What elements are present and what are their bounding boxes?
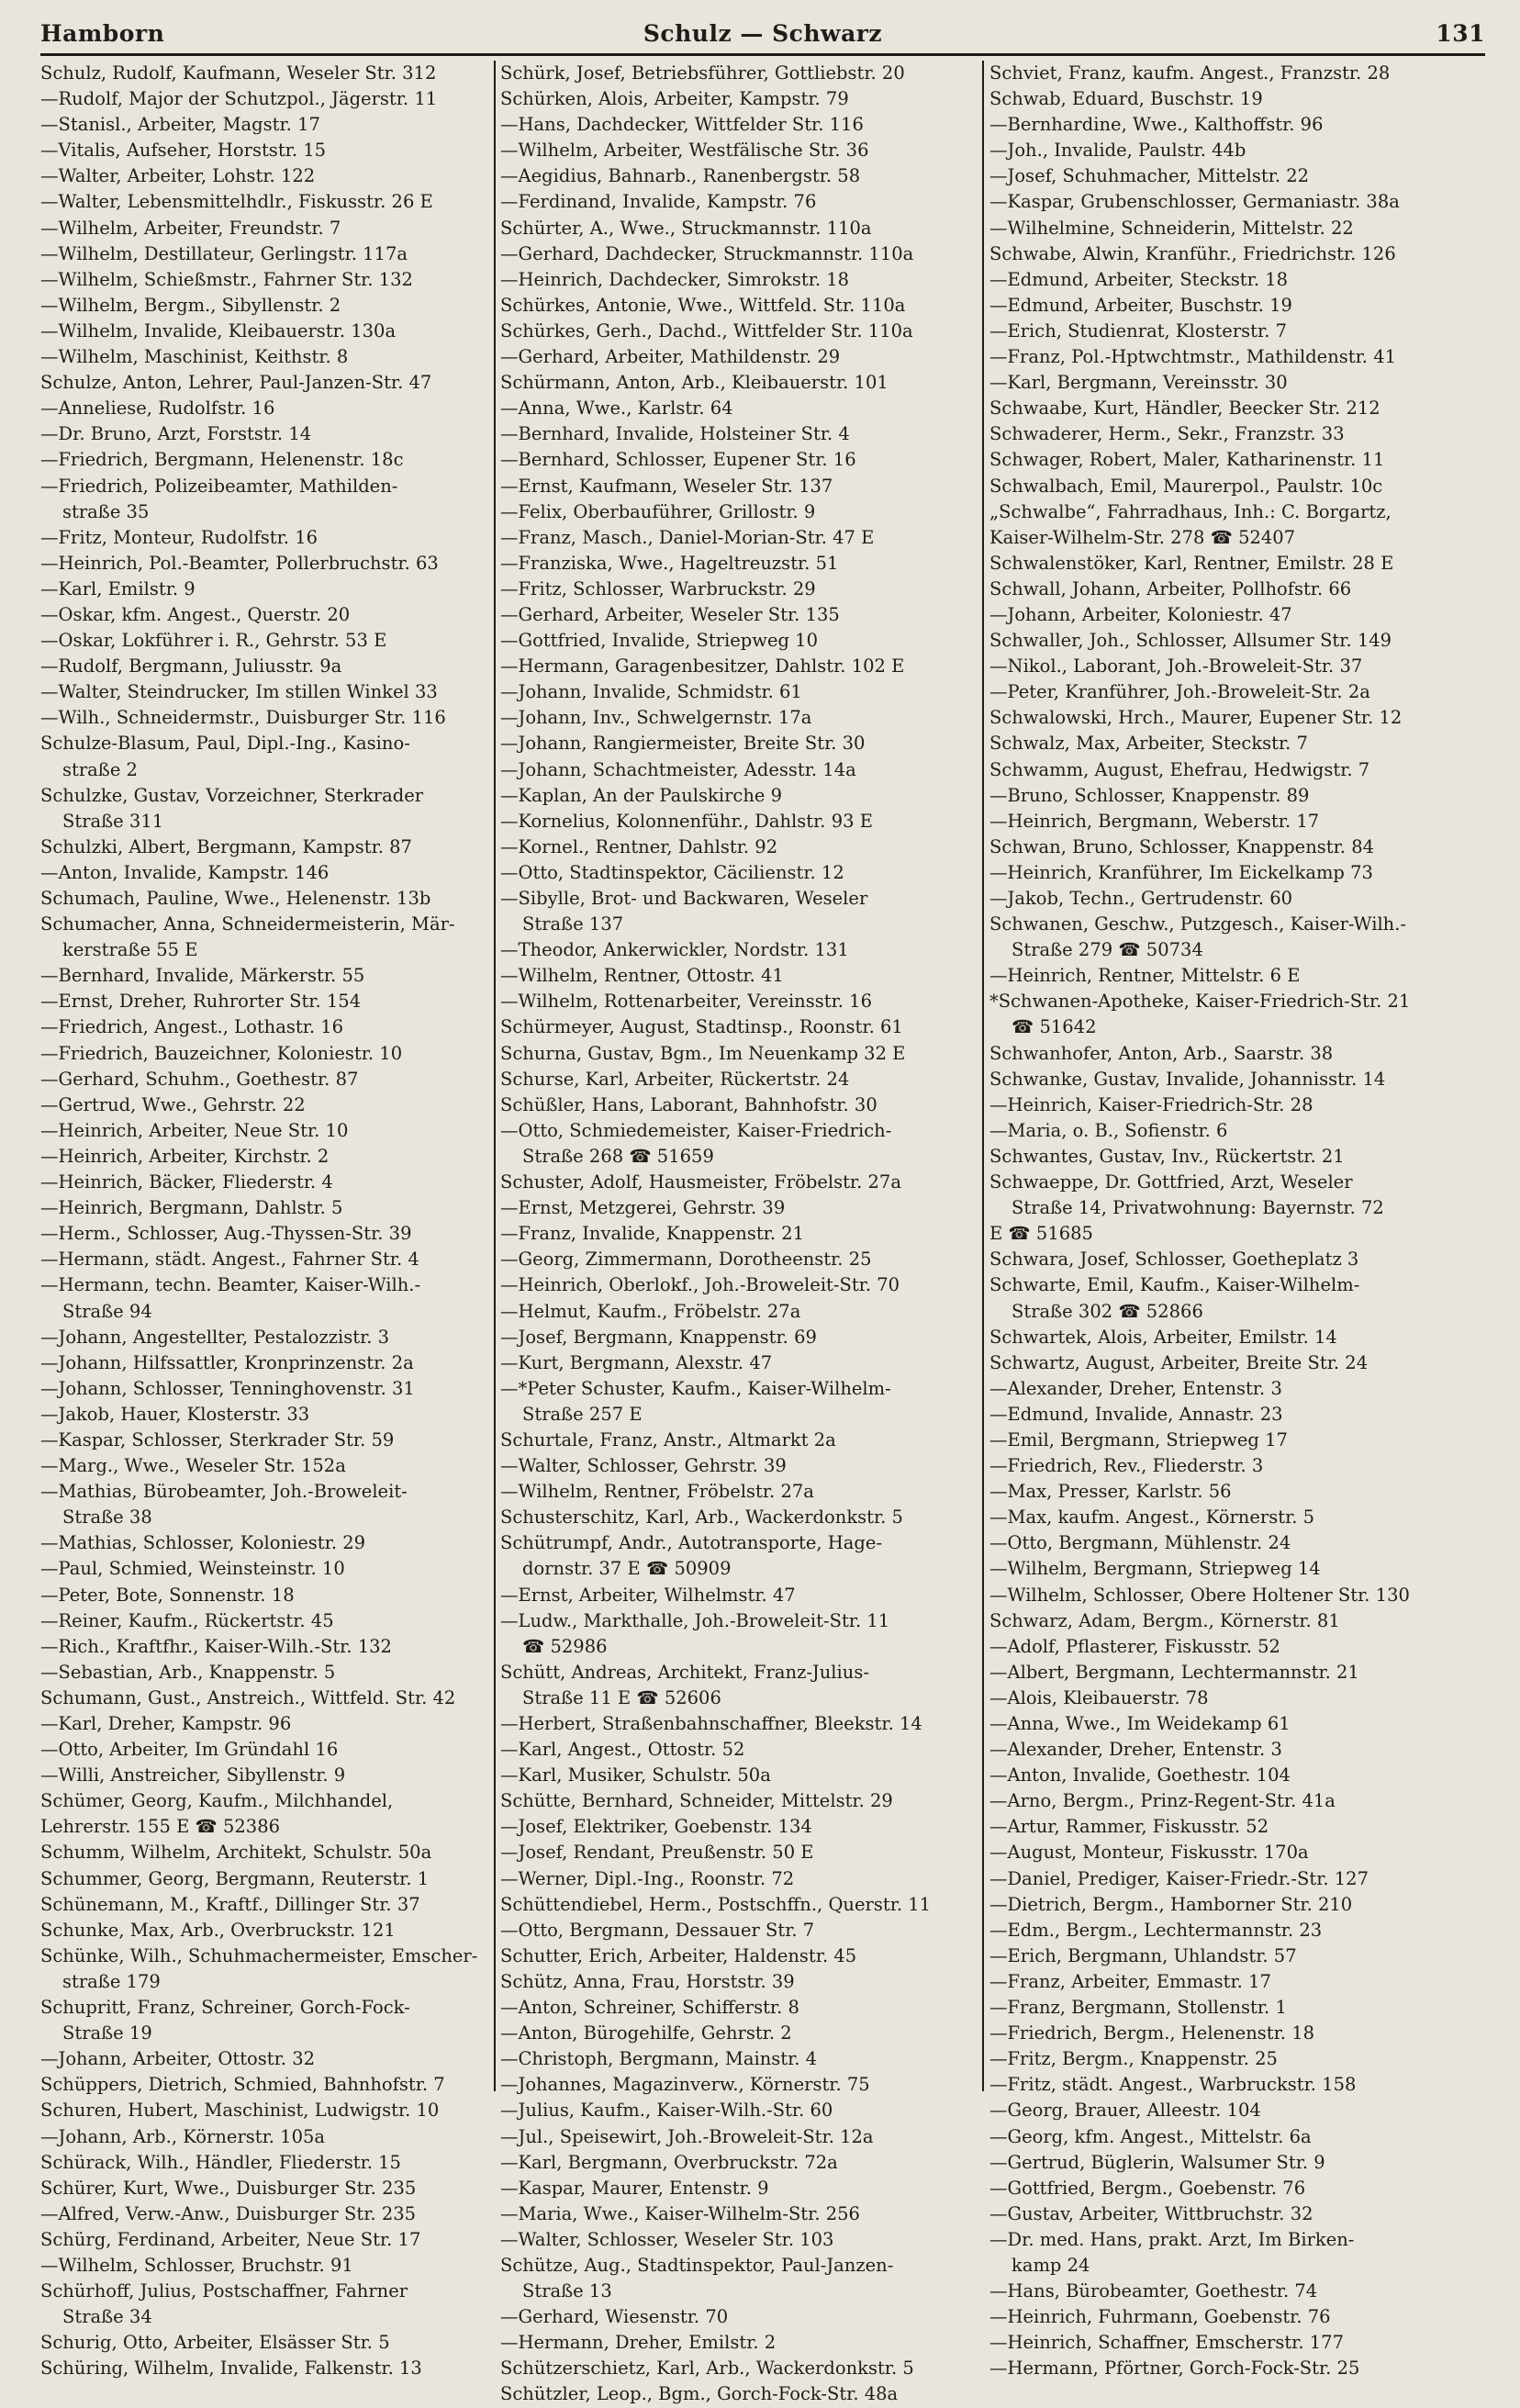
directory-entry-line: Schwalz, Max, Arbeiter, Steckstr. 7: [989, 733, 1308, 755]
directory-entry-line: —Heinrich, Fuhrmann, Goebenstr. 76: [989, 2306, 1331, 2328]
directory-entry-line: —Kornel., Rentner, Dahlstr. 92: [500, 835, 778, 857]
directory-entry-line: Straße 257 E: [522, 1403, 643, 1425]
directory-entry-line: —Hermann, Dreher, Emilstr. 2: [500, 2332, 777, 2354]
directory-entry-line: —Gerhard, Arbeiter, Weseler Str. 135: [500, 603, 840, 625]
directory-entry-line: —Alois, Kleibauerstr. 78: [989, 1686, 1209, 1708]
directory-entry-line: —Hermann, Pförtner, Gorch-Fock-Str. 25: [989, 2358, 1360, 2380]
directory-entry-line: Schwalbach, Emil, Maurerpol., Paulstr. 10c: [989, 475, 1383, 497]
directory-entry-line: —Otto, Arbeiter, Im Gründahl 16: [40, 1739, 339, 1761]
directory-entry-line: —Heinrich, Rentner, Mittelstr. 6 E: [989, 965, 1301, 987]
directory-entry-line: —Wilhelm, Arbeiter, Freundstr. 7: [40, 217, 341, 239]
directory-entry-line: Schürg, Ferdinand, Arbeiter, Neue Str. 17: [40, 2228, 421, 2250]
directory-entry-line: —Stanisl., Arbeiter, Magstr. 17: [40, 114, 320, 136]
directory-entry-line: —Johann, Schlosser, Tenninghovenstr. 31: [40, 1377, 415, 1399]
directory-entry-line: —Heinrich, Bergmann, Weberstr. 17: [989, 810, 1320, 832]
directory-entry-line: —Georg, Zimmermann, Dorotheenstr. 25: [500, 1249, 872, 1271]
directory-entry-line: Schürken, Alois, Arbeiter, Kampstr. 79: [500, 88, 849, 110]
running-head-range: Schulz — Schwarz: [643, 20, 883, 47]
directory-entry-line: —Karl, Dreher, Kampstr. 96: [40, 1713, 292, 1734]
directory-entry-line: —Johannes, Magazinverw., Körnerstr. 75: [500, 2074, 870, 2096]
directory-entry-line: —Wilhelm, Arbeiter, Westfälische Str. 36: [500, 140, 869, 162]
directory-entry-line: Schulze-Blasum, Paul, Dipl.-Ing., Kasino-: [40, 733, 410, 755]
directory-entry-line: —Georg, Brauer, Alleestr. 104: [989, 2100, 1261, 2122]
directory-entry-line: —Willi, Anstreicher, Sibyllenstr. 9: [40, 1764, 346, 1786]
directory-entry-line: —Bernhardine, Wwe., Kalthoffstr. 96: [989, 114, 1324, 136]
directory-entry-line: —Herbert, Straßenbahnschaffner, Bleekstr. 14: [500, 1713, 922, 1734]
directory-entry-line: Schulz, Rudolf, Kaufmann, Weseler Str. 312: [40, 62, 437, 84]
directory-entry-line: —Jul., Speisewirt, Joh.-Broweleit-Str. 12a: [500, 2125, 874, 2147]
directory-entry-line: —Gerhard, Arbeiter, Mathildenstr. 29: [500, 346, 841, 368]
directory-entry-line: —Hans, Bürobeamter, Goethestr. 74: [989, 2280, 1318, 2302]
column-separator: [982, 61, 984, 2091]
directory-entry-line: —Otto, Bergmann, Dessauer Str. 7: [500, 1919, 815, 1941]
directory-entry-line: straße 2: [62, 758, 138, 780]
directory-entry-line: —Heinrich, Oberlokf., Joh.-Broweleit-Str. 70: [500, 1274, 900, 1296]
directory-entry-line: —August, Monteur, Fiskusstr. 170a: [989, 1842, 1309, 1864]
directory-entry-line: —Karl, Angest., Ottostr. 52: [500, 1739, 745, 1761]
directory-entry-line: —Werner, Dipl.-Ing., Roonstr. 72: [500, 1867, 795, 1889]
directory-entry-line: *Schwanen-Apotheke, Kaiser-Friedrich-Str. 21: [989, 991, 1411, 1013]
directory-entry-line: Schusterschitz, Karl, Arb., Wackerdonkstr. 5: [500, 1506, 903, 1529]
directory-entry-line: Schütze, Aug., Stadtinspektor, Paul-Janzen-: [500, 2254, 894, 2276]
directory-entry-line: —Mathias, Bürobeamter, Joh.-Broweleit-: [40, 1481, 408, 1503]
directory-entry-line: Schütt, Andreas, Architekt, Franz-Julius-: [500, 1661, 869, 1683]
directory-entry-line: Schwab, Eduard, Buschstr. 19: [989, 88, 1263, 110]
directory-entry-line: —Maria, o. B., Sofienstr. 6: [989, 1119, 1228, 1141]
directory-entry-line: —Heinrich, Bergmann, Dahlstr. 5: [40, 1197, 343, 1219]
directory-entry-line: Schurse, Karl, Arbeiter, Rückertstr. 24: [500, 1068, 850, 1090]
directory-entry-line: Straße 137: [522, 913, 624, 935]
directory-entry-line: —Nikol., Laborant, Joh.-Broweleit-Str. 37: [989, 655, 1363, 678]
directory-entry-line: Schuster, Adolf, Hausmeister, Fröbelstr. 27a: [500, 1171, 901, 1193]
directory-entry-line: kamp 24: [1011, 2254, 1090, 2276]
directory-entry-line: —Johann, Arbeiter, Koloniestr. 47: [989, 603, 1292, 625]
directory-entry-line: —Hans, Dachdecker, Wittfelder Str. 116: [500, 114, 864, 136]
directory-entry-line: —Edmund, Arbeiter, Steckstr. 18: [989, 268, 1289, 290]
directory-entry-line: —Bruno, Schlosser, Knappenstr. 89: [989, 784, 1310, 806]
directory-entry-line: —Heinrich, Bäcker, Fliederstr. 4: [40, 1171, 333, 1193]
directory-entry-line: —Wilhelmine, Schneiderin, Mittelstr. 22: [989, 217, 1354, 239]
directory-entry-line: —Heinrich, Pol.-Beamter, Pollerbruchstr. 63: [40, 552, 439, 574]
directory-entry-line: —Anneliese, Rudolfstr. 16: [40, 398, 275, 420]
directory-entry-line: —Gustav, Arbeiter, Wittbruchstr. 32: [989, 2202, 1313, 2224]
page-number: 131: [1436, 20, 1485, 47]
directory-entry-line: —Josef, Bergmann, Knappenstr. 69: [500, 1326, 817, 1348]
directory-entry-line: —Heinrich, Arbeiter, Kirchstr. 2: [40, 1145, 330, 1167]
directory-entry-line: —Gottfried, Bergm., Goebenstr. 76: [989, 2177, 1306, 2199]
directory-entry-line: —Rich., Kraftfhr., Kaiser-Wilh.-Str. 132: [40, 1635, 392, 1657]
directory-entry-line: —Max, kaufm. Angest., Körnerstr. 5: [989, 1506, 1315, 1529]
directory-entry-line: Schwan, Bruno, Schlosser, Knappenstr. 84: [989, 835, 1375, 857]
directory-entry-line: Schwantes, Gustav, Inv., Rückertstr. 21: [989, 1145, 1345, 1167]
directory-entry-line: Schürk, Josef, Betriebsführer, Gottliebstr. 20: [500, 62, 905, 84]
directory-entry-line: —Walter, Lebensmittelhdlr., Fiskusstr. 26 E: [40, 191, 433, 213]
directory-entry-line: —Dr. Bruno, Arzt, Forststr. 14: [40, 423, 312, 445]
directory-entry-line: —Alexander, Dreher, Entenstr. 3: [989, 1739, 1282, 1761]
directory-entry-line: —Wilhelm, Schießmstr., Fahrner Str. 132: [40, 268, 413, 290]
directory-entry-line: —Wilhelm, Bergm., Sibyllenstr. 2: [40, 294, 341, 316]
directory-entry-line: —Rudolf, Bergmann, Juliusstr. 9a: [40, 655, 342, 678]
column-2: [500, 61, 976, 2405]
directory-entry-line: —Johann, Angestellter, Pestalozzistr. 3: [40, 1326, 390, 1348]
directory-entry-line: —Wilhelm, Maschinist, Keithstr. 8: [40, 346, 349, 368]
directory-entry-line: —Walter, Steindrucker, Im stillen Winkel 33: [40, 681, 438, 703]
directory-entry-line: —Oskar, Lokführer i. R., Gehrstr. 53 E: [40, 630, 387, 652]
directory-entry-line: —Franziska, Wwe., Hageltreuzstr. 51: [500, 552, 839, 574]
directory-entry-line: —Georg, kfm. Angest., Mittelstr. 6a: [989, 2125, 1312, 2147]
directory-entry-line: Schürkes, Antonie, Wwe., Wittfeld. Str. 110a: [500, 294, 906, 316]
directory-entry-line: —Friedrich, Bauzeichner, Koloniestr. 10: [40, 1042, 403, 1064]
directory-entry-line: —Wilhelm, Invalide, Kleibauerstr. 130a: [40, 319, 397, 342]
directory-entry-line: —Ludw., Markthalle, Joh.-Broweleit-Str. 11: [500, 1609, 890, 1631]
directory-entry-line: —Josef, Elektriker, Goebenstr. 134: [500, 1816, 812, 1838]
directory-entry-line: Schwaeppe, Dr. Gottfried, Arzt, Weseler: [989, 1171, 1353, 1193]
directory-entry-line: —Paul, Schmied, Weinsteinstr. 10: [40, 1558, 345, 1580]
directory-entry-line: Schummer, Georg, Bergmann, Reuterstr. 1: [40, 1867, 430, 1889]
directory-entry-line: —Christoph, Bergmann, Mainstr. 4: [500, 2048, 818, 2070]
directory-entry-line: Schwartek, Alois, Arbeiter, Emilstr. 14: [989, 1326, 1337, 1348]
directory-entry-line: Schuren, Hubert, Maschinist, Ludwigstr. 10: [40, 2100, 440, 2122]
directory-entry-line: —Johann, Arb., Körnerstr. 105a: [40, 2125, 326, 2147]
directory-entry-line: Schwamm, August, Ehefrau, Hedwigstr. 7: [989, 758, 1370, 780]
directory-entry-line: Schumach, Pauline, Wwe., Helenenstr. 13b: [40, 888, 431, 909]
directory-entry-line: —Kurt, Bergmann, Alexstr. 47: [500, 1351, 773, 1373]
column-separator: [494, 61, 496, 2091]
directory-entry-line: Schwall, Johann, Arbeiter, Pollhofstr. 66: [989, 577, 1352, 599]
directory-entry-line: —Gerhard, Schuhm., Goethestr. 87: [40, 1068, 359, 1090]
directory-entry-line: Schurna, Gustav, Bgm., Im Neuenkamp 32 E: [500, 1042, 906, 1064]
directory-entry-line: —Anna, Wwe., Im Weidekamp 61: [989, 1713, 1291, 1734]
directory-entry-line: Schulzki, Albert, Bergmann, Kampstr. 87: [40, 835, 412, 857]
directory-entry-line: —Bernhard, Schlosser, Eupener Str. 16: [500, 449, 856, 471]
directory-entry-line: —Wilhelm, Rentner, Fröbelstr. 27a: [500, 1481, 814, 1503]
directory-entry-line: Kaiser-Wilhelm-Str. 278 ☎ 52407: [989, 526, 1296, 548]
directory-entry-line: —Franz, Invalide, Knappenstr. 21: [500, 1223, 805, 1245]
directory-entry-line: —Emil, Bergmann, Striepweg 17: [989, 1428, 1288, 1450]
directory-entry-line: Schwarz, Adam, Bergm., Körnerstr. 81: [989, 1609, 1340, 1631]
directory-entry-line: —Kaspar, Maurer, Entenstr. 9: [500, 2177, 769, 2199]
directory-entry-line: Schürer, Kurt, Wwe., Duisburger Str. 235: [40, 2177, 417, 2199]
directory-entry-line: —Heinrich, Kaiser-Friedrich-Str. 28: [989, 1093, 1313, 1115]
directory-entry-line: —Fritz, Monteur, Rudolfstr. 16: [40, 526, 319, 548]
directory-entry-line: —Felix, Oberbauführer, Grillostr. 9: [500, 500, 816, 522]
directory-entry-line: Schwanen, Geschw., Putzgesch., Kaiser-Wilh.-: [989, 913, 1407, 935]
directory-entry-line: —Sebastian, Arb., Knappenstr. 5: [40, 1661, 336, 1683]
directory-entry-line: —Karl, Emilstr. 9: [40, 577, 196, 599]
directory-entry-line: Schwanke, Gustav, Invalide, Johannisstr. 14: [989, 1068, 1386, 1090]
directory-entry-line: —Hermann, städt. Angest., Fahrner Str. 4: [40, 1249, 419, 1271]
directory-entry-line: Schürkes, Gerh., Dachd., Wittfelder Str. 110a: [500, 319, 913, 342]
directory-entry-line: —Anton, Schreiner, Schifferstr. 8: [500, 1997, 799, 2019]
page-header: [40, 13, 1485, 50]
directory-entry-line: Schupritt, Franz, Schreiner, Gorch-Fock-: [40, 1997, 410, 2019]
directory-entry-line: —Friedrich, Bergm., Helenenstr. 18: [989, 2022, 1315, 2044]
directory-entry-line: straße 35: [62, 500, 150, 522]
directory-entry-line: —Anton, Invalide, Goethestr. 104: [989, 1764, 1291, 1786]
directory-entry-line: Schurig, Otto, Arbeiter, Elsässer Str. 5: [40, 2332, 390, 2354]
directory-entry-line: —Dietrich, Bergm., Hamborner Str. 210: [989, 1893, 1353, 1915]
directory-entry-line: Schwara, Josef, Schlosser, Goetheplatz 3: [989, 1249, 1359, 1271]
directory-entry-line: —Theodor, Ankerwickler, Nordstr. 131: [500, 939, 849, 961]
directory-entry-line: —Walter, Schlosser, Gehrstr. 39: [500, 1455, 787, 1477]
directory-entry-line: —Fritz, Schlosser, Warbruckstr. 29: [500, 577, 816, 599]
directory-entry-line: Schumm, Wilhelm, Architekt, Schulstr. 50a: [40, 1842, 432, 1864]
directory-entry-line: —Heinrich, Arbeiter, Neue Str. 10: [40, 1119, 349, 1141]
directory-entry-line: ☎ 52986: [522, 1635, 608, 1657]
directory-entry-line: —Josef, Rendant, Preußenstr. 50 E: [500, 1842, 814, 1864]
directory-entry-line: —Edmund, Invalide, Annastr. 23: [989, 1403, 1283, 1425]
directory-entry-line: Schütrumpf, Andr., Autotransporte, Hage-: [500, 1532, 883, 1554]
directory-entry-line: —Artur, Rammer, Fiskusstr. 52: [989, 1816, 1269, 1838]
directory-entry-line: —Kaspar, Schlosser, Sterkrader Str. 59: [40, 1428, 395, 1450]
directory-entry-line: Straße 19: [62, 2022, 152, 2044]
directory-entry-line: —Mathias, Schlosser, Koloniestr. 29: [40, 1532, 366, 1554]
directory-entry-line: —Gerhard, Wiesenstr. 70: [500, 2306, 729, 2328]
directory-entry-line: —Karl, Musiker, Schulstr. 50a: [500, 1764, 771, 1786]
directory-entry-line: —Kaspar, Grubenschlosser, Germaniastr. 38a: [989, 191, 1400, 213]
directory-entry-line: Schütz, Anna, Frau, Horststr. 39: [500, 1970, 795, 1992]
directory-entry-line: —Franz, Masch., Daniel-Morian-Str. 47 E: [500, 526, 875, 548]
directory-entry-line: —Wilhelm, Rentner, Ottostr. 41: [500, 965, 784, 987]
directory-entry-line: —Jakob, Hauer, Klosterstr. 33: [40, 1403, 310, 1425]
directory-entry-line: —Albert, Bergmann, Lechtermannstr. 21: [989, 1661, 1359, 1683]
directory-entry-line: —Johann, Schachtmeister, Adesstr. 14a: [500, 758, 856, 780]
column-1: [40, 61, 488, 2380]
directory-entry-line: —Julius, Kaufm., Kaiser-Wilh.-Str. 60: [500, 2100, 833, 2122]
directory-entry-line: Schürmeyer, August, Stadtinsp., Roonstr. 61: [500, 1016, 903, 1038]
directory-entry-line: Schwaabe, Kurt, Händler, Beecker Str. 212: [989, 398, 1380, 420]
directory-entry-line: —Wilhelm, Destillateur, Gerlingstr. 117a: [40, 242, 408, 264]
directory-entry-line: Schurtale, Franz, Anstr., Altmarkt 2a: [500, 1428, 836, 1450]
directory-entry-line: —Karl, Bergmann, Overbruckstr. 72a: [500, 2151, 838, 2173]
directory-entry-line: —Max, Presser, Karlstr. 56: [989, 1481, 1232, 1503]
directory-entry-line: Schüring, Wilhelm, Invalide, Falkenstr. 13: [40, 2358, 422, 2380]
column-3: [989, 61, 1485, 2380]
directory-entry-line: —Franz, Pol.-Hptwchtmstr., Mathildenstr. 41: [989, 346, 1397, 368]
directory-entry-line: —*Peter Schuster, Kaufm., Kaiser-Wilhelm-: [500, 1377, 891, 1399]
directory-entry-line: —Hermann, Garagenbesitzer, Dahlstr. 102 E: [500, 655, 905, 678]
directory-entry-line: —Herm., Schlosser, Aug.-Thyssen-Str. 39: [40, 1223, 412, 1245]
header-rule: [40, 53, 1485, 56]
directory-entry-line: —Friedrich, Rev., Fliederstr. 3: [989, 1455, 1264, 1477]
directory-entry-line: —Reiner, Kaufm., Rückertstr. 45: [40, 1609, 334, 1631]
directory-entry-line: Schürter, A., Wwe., Struckmannstr. 110a: [500, 217, 872, 239]
directory-entry-line: —Arno, Bergm., Prinz-Regent-Str. 41a: [989, 1790, 1336, 1812]
directory-entry-line: —Heinrich, Kranführer, Im Eickelkamp 73: [989, 861, 1373, 883]
directory-entry-line: Straße 279 ☎ 50734: [1011, 939, 1203, 961]
directory-entry-line: —Johann, Invalide, Schmidstr. 61: [500, 681, 802, 703]
directory-entry-line: —Anna, Wwe., Karlstr. 64: [500, 398, 733, 420]
directory-entry-line: —Peter, Bote, Sonnenstr. 18: [40, 1584, 295, 1606]
directory-entry-line: —Walter, Schlosser, Weseler Str. 103: [500, 2228, 834, 2250]
directory-entry-line: —Ferdinand, Invalide, Kampstr. 76: [500, 191, 817, 213]
directory-entry-line: —Bernhard, Invalide, Holsteiner Str. 4: [500, 423, 850, 445]
directory-entry-line: „Schwalbe“, Fahrradhaus, Inh.: C. Borgartz,: [989, 500, 1391, 522]
directory-entry-line: kerstraße 55 E: [62, 939, 198, 961]
directory-entry-line: —Heinrich, Schaffner, Emscherstr. 177: [989, 2332, 1344, 2354]
directory-entry-line: Straße 38: [62, 1506, 152, 1529]
directory-entry-line: —Jakob, Techn., Gertrudenstr. 60: [989, 888, 1293, 909]
directory-entry-line: —Otto, Stadtinspektor, Cäcilienstr. 12: [500, 861, 844, 883]
directory-entry-line: —Edmund, Arbeiter, Buschstr. 19: [989, 294, 1292, 316]
directory-entry-line: dornstr. 37 E ☎ 50909: [522, 1558, 732, 1580]
directory-entry-line: —Bernhard, Invalide, Märkerstr. 55: [40, 965, 365, 987]
directory-entry-line: —Aegidius, Bahnarb., Ranenbergstr. 58: [500, 165, 861, 187]
directory-entry-line: —Adolf, Pflasterer, Fiskusstr. 52: [989, 1635, 1280, 1657]
directory-entry-line: Schumacher, Anna, Schneidermeisterin, Mär-: [40, 913, 455, 935]
directory-entry-line: —Friedrich, Polizeibeamter, Mathilden-: [40, 475, 398, 497]
directory-entry-line: —Fritz, Bergm., Knappenstr. 25: [989, 2048, 1278, 2070]
directory-entry-line: —Karl, Bergmann, Vereinsstr. 30: [989, 372, 1288, 394]
directory-entry-line: —Wilhelm, Rottenarbeiter, Vereinsstr. 16: [500, 991, 872, 1013]
directory-entry-line: Schwanhofer, Anton, Arb., Saarstr. 38: [989, 1042, 1334, 1064]
directory-entry-line: —Oskar, kfm. Angest., Querstr. 20: [40, 603, 351, 625]
directory-entry-line: —Wilhelm, Schlosser, Obere Holtener Str. 130: [989, 1584, 1410, 1606]
directory-entry-line: —Wilh., Schneidermstr., Duisburger Str. 116: [40, 707, 446, 729]
directory-entry-line: Schumann, Gust., Anstreich., Wittfeld. Str. 42: [40, 1686, 456, 1708]
directory-entry-line: —Marg., Wwe., Weseler Str. 152a: [40, 1455, 346, 1477]
directory-entry-line: —Daniel, Prediger, Kaiser-Friedr.-Str. 127: [989, 1867, 1369, 1889]
directory-entry-line: Schwager, Robert, Maler, Katharinenstr. 11: [989, 449, 1385, 471]
directory-entry-line: Schützerschietz, Karl, Arb., Wackerdonkstr. 5: [500, 2358, 914, 2380]
directory-entry-line: —Heinrich, Dachdecker, Simrokstr. 18: [500, 268, 850, 290]
directory-entry-line: E ☎ 51685: [989, 1223, 1093, 1245]
directory-entry-line: —Alfred, Verw.-Anw., Duisburger Str. 235: [40, 2202, 417, 2224]
directory-entry-line: Straße 268 ☎ 51659: [522, 1145, 714, 1167]
directory-entry-line: straße 179: [62, 1970, 161, 1992]
directory-entry-line: —Johann, Inv., Schwelgernstr. 17a: [500, 707, 812, 729]
directory-entry-line: Schünemann, M., Kraftf., Dillinger Str. 37: [40, 1893, 420, 1915]
directory-entry-line: —Alexander, Dreher, Entenstr. 3: [989, 1377, 1282, 1399]
directory-entry-line: Schwarte, Emil, Kaufm., Kaiser-Wilhelm-: [989, 1274, 1360, 1296]
directory-entry-line: Schunke, Max, Arb., Overbruckstr. 121: [40, 1919, 396, 1941]
directory-entry-line: Schüßler, Hans, Laborant, Bahnhofstr. 30: [500, 1093, 877, 1115]
directory-entry-line: —Gertrud, Wwe., Gehrstr. 22: [40, 1093, 306, 1115]
directory-entry-line: Schützler, Leop., Bgm., Gorch-Fock-Str. 48a: [500, 2383, 899, 2405]
directory-entry-line: Schüttendiebel, Herm., Postschffn., Querstr. 11: [500, 1893, 932, 1915]
directory-entry-line: Straße 311: [62, 810, 164, 832]
directory-entry-line: —Ernst, Dreher, Ruhrorter Str. 154: [40, 991, 362, 1013]
directory-entry-line: —Wilhelm, Bergmann, Striepweg 14: [989, 1558, 1321, 1580]
directory-entry-line: Straße 11 E ☎ 52606: [522, 1686, 721, 1708]
directory-entry-line: —Vitalis, Aufseher, Horststr. 15: [40, 140, 327, 162]
directory-entry-line: —Gertrud, Büglerin, Walsumer Str. 9: [989, 2151, 1325, 2173]
directory-entry-line: —Kaplan, An der Paulskirche 9: [500, 784, 783, 806]
directory-entry-line: —Otto, Schmiedemeister, Kaiser-Friedrich-: [500, 1119, 892, 1141]
directory-entry-line: Schwaderer, Herm., Sekr., Franzstr. 33: [989, 423, 1345, 445]
directory-entry-line: Straße 13: [522, 2280, 612, 2302]
directory-entry-line: —Ernst, Kaufmann, Weseler Str. 137: [500, 475, 833, 497]
directory-entry-line: —Rudolf, Major der Schutzpol., Jägerstr. 11: [40, 88, 438, 110]
directory-entry-line: —Ernst, Metzgerei, Gehrstr. 39: [500, 1197, 786, 1219]
directory-entry-line: Schwaller, Joh., Schlosser, Allsumer Str. 149: [989, 630, 1392, 652]
directory-entry-line: —Josef, Schuhmacher, Mittelstr. 22: [989, 165, 1310, 187]
directory-entry-line: —Friedrich, Angest., Lothastr. 16: [40, 1016, 344, 1038]
directory-entry-line: —Friedrich, Bergmann, Helenenstr. 18c: [40, 449, 404, 471]
directory-entry-line: —Erich, Studienrat, Klosterstr. 7: [989, 319, 1287, 342]
directory-entry-line: —Johann, Arbeiter, Ottostr. 32: [40, 2048, 316, 2070]
directory-entry-line: —Dr. med. Hans, prakt. Arzt, Im Birken-: [989, 2228, 1355, 2250]
directory-entry-line: Schutter, Erich, Arbeiter, Haldenstr. 45: [500, 1944, 857, 1966]
directory-entry-line: —Johann, Hilfssattler, Kronprinzenstr. 2a: [40, 1351, 414, 1373]
directory-entry-line: —Wilhelm, Schlosser, Bruchstr. 91: [40, 2254, 353, 2276]
directory-entry-line: —Helmut, Kaufm., Fröbelstr. 27a: [500, 1300, 801, 1322]
directory-entry-line: Schwalenstöker, Karl, Rentner, Emilstr. 28 E: [989, 552, 1394, 574]
directory-entry-line: Schviet, Franz, kaufm. Angest., Franzstr. 28: [989, 62, 1391, 84]
directory-entry-line: Straße 34: [62, 2306, 152, 2328]
directory-entry-line: Schwalowski, Hrch., Maurer, Eupener Str. 12: [989, 707, 1403, 729]
directory-entry-line: Straße 302 ☎ 52866: [1011, 1300, 1203, 1322]
directory-entry-line: —Otto, Bergmann, Mühlenstr. 24: [989, 1532, 1291, 1554]
directory-entry-line: —Joh., Invalide, Paulstr. 44b: [989, 140, 1246, 162]
directory-entry-line: Schünke, Wilh., Schuhmachermeister, Emscher-: [40, 1944, 478, 1966]
directory-entry-line: —Maria, Wwe., Kaiser-Wilhelm-Str. 256: [500, 2202, 860, 2224]
directory-entry-line: —Walter, Arbeiter, Lohstr. 122: [40, 165, 316, 187]
running-head-city: Hamborn: [40, 20, 165, 47]
directory-entry-line: —Kornelius, Kolonnenführ., Dahlstr. 93 E: [500, 810, 873, 832]
directory-entry-line: Schürhoff, Julius, Postschaffner, Fahrner: [40, 2280, 408, 2302]
directory-entry-line: —Franz, Arbeiter, Emmastr. 17: [989, 1970, 1271, 1992]
directory-entry-line: —Gottfried, Invalide, Striepweg 10: [500, 630, 818, 652]
directory-entry-line: Schümer, Georg, Kaufm., Milchhandel,: [40, 1790, 394, 1812]
directory-entry-line: Schütte, Bernhard, Schneider, Mittelstr. 29: [500, 1790, 893, 1812]
directory-entry-line: Schwartz, August, Arbeiter, Breite Str. 24: [989, 1351, 1369, 1373]
directory-entry-line: —Sibylle, Brot- und Backwaren, Weseler: [500, 888, 868, 909]
directory-entry-line: —Hermann, techn. Beamter, Kaiser-Wilh.-: [40, 1274, 421, 1296]
directory-entry-line: Schulze, Anton, Lehrer, Paul-Janzen-Str. 47: [40, 372, 432, 394]
directory-entry-line: ☎ 51642: [1011, 1016, 1097, 1038]
directory-entry-line: —Johann, Rangiermeister, Breite Str. 30: [500, 733, 866, 755]
directory-entry-line: Schüppers, Dietrich, Schmied, Bahnhofstr. 7: [40, 2074, 445, 2096]
directory-entry-line: —Anton, Invalide, Kampstr. 146: [40, 861, 330, 883]
directory-entry-line: —Erich, Bergmann, Uhlandstr. 57: [989, 1944, 1297, 1966]
directory-entry-line: Schürmann, Anton, Arb., Kleibauerstr. 101: [500, 372, 889, 394]
directory-entry-line: Straße 14, Privatwohnung: Bayernstr. 72: [1011, 1197, 1384, 1219]
directory-entry-line: —Edm., Bergm., Lechtermannstr. 23: [989, 1919, 1323, 1941]
directory-entry-line: —Peter, Kranführer, Joh.-Broweleit-Str. 2a: [989, 681, 1370, 703]
directory-entry-line: —Anton, Bürogehilfe, Gehrstr. 2: [500, 2022, 792, 2044]
directory-entry-line: Schwabe, Alwin, Kranführ., Friedrichstr. 126: [989, 242, 1396, 264]
directory-entry-line: —Gerhard, Dachdecker, Struckmannstr. 110a: [500, 242, 914, 264]
directory-entry-line: Lehrerstr. 155 E ☎ 52386: [40, 1816, 281, 1838]
directory-entry-line: —Franz, Bergmann, Stollenstr. 1: [989, 1997, 1287, 2019]
directory-entry-line: Schulzke, Gustav, Vorzeichner, Sterkrader: [40, 784, 424, 806]
directory-entry-line: Schürack, Wilh., Händler, Fliederstr. 15: [40, 2151, 401, 2173]
directory-entry-line: Straße 94: [62, 1300, 152, 1322]
directory-entry-line: —Ernst, Arbeiter, Wilhelmstr. 47: [500, 1584, 796, 1606]
directory-entry-line: —Fritz, städt. Angest., Warbruckstr. 158: [989, 2074, 1357, 2096]
